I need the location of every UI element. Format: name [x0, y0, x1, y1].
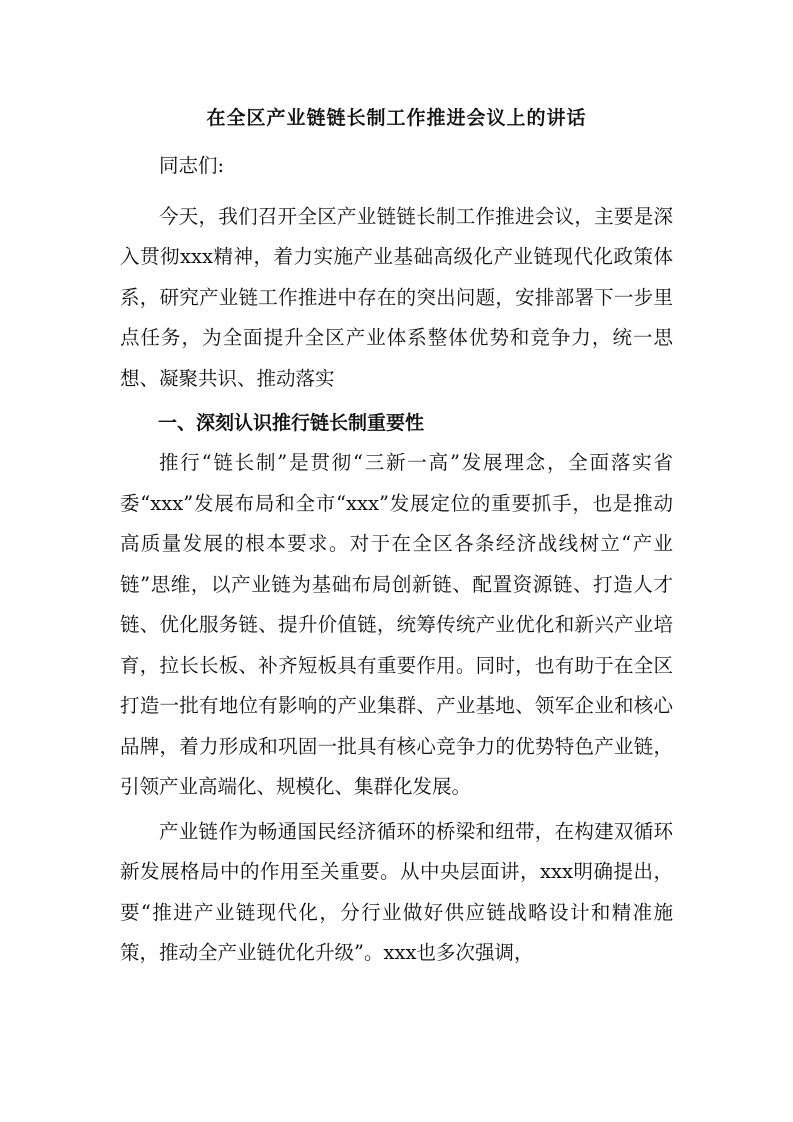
paragraph-section1-b: 产业链作为畅通国民经济循环的桥梁和纽带，在构建双循环新发展格局中的作用至关重要。从中央层面讲，xxx明确提出，要“推进产业链现代化，分行业做好供应链战略设计和精准施策，推动全产业链优化升级”。xxx也多次强调， — [120, 819, 673, 964]
section-heading-1: 一、深刻认识推行链长制重要性 — [158, 412, 425, 434]
paragraph-section1-a: 推行“链长制”是贯彻“三新一高”发展理念，全面落实省委“xxx”发展布局和全市“xxx”发展定位的重要抓手，也是推动高质量发展的根本要求。对于在全区各条经济战线树立“产业链”思维，以产业链为基础布局创新链、配置资源链、打造人才链、优化服务链、提升价值链，统筹传统产业优化和新兴产业培育，拉长长板、补齐短板具有重要作用。同时，也有助于在全区打造一批有地位有影响的产业集群、产业基地、领军企业和核心品牌，着力形成和巩固一批具有核心竞争力的优势特色产业链，引领产业高端化、规模化、集群化发展。 — [120, 451, 673, 798]
paragraph-intro: 今天，我们召开全区产业链链长制工作推进会议，主要是深入贯彻xxx精神，着力实施产业基础高级化产业链现代化政策体系，研究产业链工作推进中存在的突出问题，安排部署下一步里点任务，为全面提升全区产业体系整体优势和竞争力，统一思想、凝聚共识、推动落实 — [120, 204, 673, 390]
document-title: 在全区产业链链长制工作推进会议上的讲话 — [206, 107, 587, 129]
salutation: 同志们: — [159, 154, 225, 177]
document-page — [120, 96, 673, 974]
